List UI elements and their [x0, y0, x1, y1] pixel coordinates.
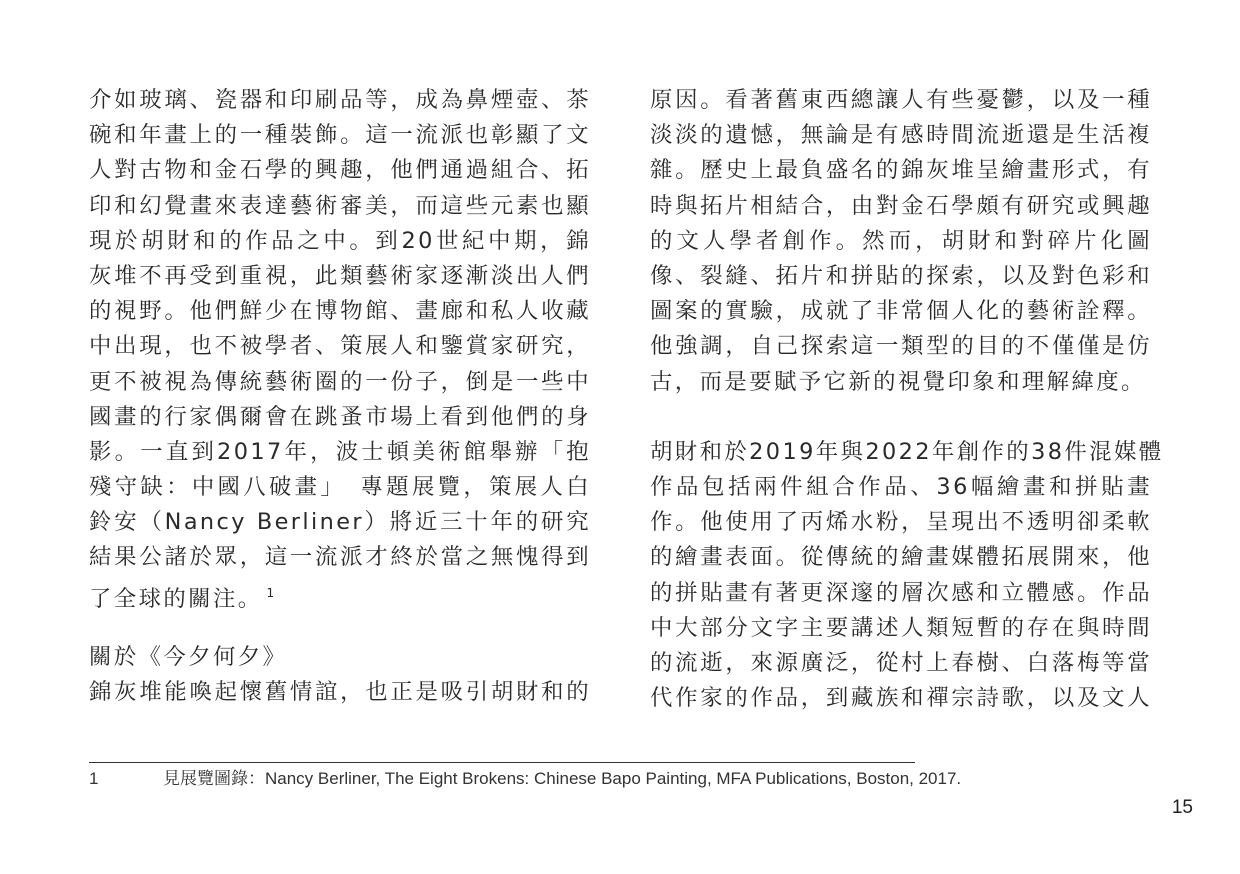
body-line: 像、裂縫、拓片和拼貼的探索，以及對色彩和: [650, 262, 1152, 289]
body-line: 作。他使用了丙烯水粉，呈現出不透明卻柔軟: [650, 509, 1152, 536]
body-line-last: 古，而是要賦予它新的視覺印象和理解緯度。: [650, 368, 1146, 395]
section-heading: 關於《今夕何夕》: [89, 643, 288, 670]
body-line: 的文人學者創作。然而，胡財和對碎片化圖: [650, 227, 1152, 254]
body-line: 碗和年畫上的一種裝飾。這一流派也彰顯了文: [89, 122, 591, 149]
body-line-text: 了全球的關注。: [89, 585, 263, 612]
body-line: 灰堆不再受到重視，此類藝術家逐漸淡出人們: [89, 262, 591, 289]
body-line: 他強調，自己探索這一類型的目的不僅僅是仿: [650, 333, 1152, 360]
body-line: 的流逝，來源廣泛，從村上春樹、白落梅等當: [650, 650, 1152, 676]
body-line: 淡淡的遺憾，無論是有感時間流逝還是生活複: [650, 122, 1152, 149]
body-line: 印和幻覺畫來表達藝術審美，而這些元素也顯: [89, 192, 591, 219]
body-line: 殘守缺：中國八破畫」 專題展覽，策展人白: [89, 474, 591, 501]
body-line: 原因。看著舊東西總讓人有些憂鬱，以及一種: [650, 87, 1152, 113]
body-line: 的繪畫表面。從傳統的繪畫媒體拓展開來，他: [650, 544, 1152, 571]
footnote-reference[interactable]: 1: [266, 585, 275, 600]
body-line: 影。一直到2017年，波士頓美術館舉辦「抱: [89, 438, 591, 465]
body-line-last: [89, 576, 591, 611]
body-line: 胡財和於2019年與2022年創作的38件混媒體: [650, 438, 1164, 465]
body-line: 中大部分文字主要講述人類短暫的存在與時間: [650, 614, 1152, 641]
left-column: [89, 83, 591, 710]
body-line: 雜。歷史上最負盛名的錦灰堆呈繪畫形式，有: [650, 157, 1152, 184]
body-line: 中出現，也不被學者、策展人和鑒賞家研究，: [89, 333, 591, 360]
body-line: 結果公諸於眾，這一流派才終於當之無愧得到: [89, 544, 591, 571]
body-line: 圖案的實驗，成就了非常個人化的藝術詮釋。: [650, 298, 1152, 325]
body-line: 國畫的行家偶爾會在跳蚤市場上看到他們的身: [89, 403, 591, 430]
footnote-number: 1: [89, 769, 99, 788]
page-number: 15: [1171, 797, 1193, 818]
body-line: 作品包括兩件組合作品、36幅繪畫和拼貼畫: [650, 474, 1152, 501]
body-line: 介如玻璃、瓷器和印刷品等，成為鼻煙壺、茶: [89, 87, 591, 113]
body-line: 時與拓片相結合，由對金石學頗有研究或興趣: [650, 192, 1152, 219]
paragraph-gap: [650, 400, 1152, 435]
footnote: [89, 768, 961, 790]
body-line: 錦灰堆能喚起懷舊情誼，也正是吸引胡財和的: [89, 679, 591, 705]
body-line: 的拼貼畫有著更深邃的層次感和立體感。作品: [650, 579, 1152, 606]
footnote-divider: [89, 762, 915, 763]
body-line: 現於胡財和的作品之中。到20世紀中期，錦: [89, 227, 591, 254]
body-line: 的視野。他們鮮少在博物館、畫廊和私人收藏: [89, 298, 591, 325]
body-line: 人對古物和金石學的興趣，他們通過組合、拓: [89, 157, 591, 184]
footnote-text: 見展覽圖錄：Nancy Berliner, The Eight Brokens: Chinese Bapo Painting, MFA Publications, Boston, 2017.: [163, 769, 962, 788]
body-line: 更不被視為傳統藝術圈的一份子，倒是一些中: [89, 368, 591, 395]
right-column: [650, 83, 1164, 716]
body-line: 鈴安（Nancy Berliner）將近三十年的研究: [89, 509, 591, 536]
body-line: 代作家的作品，到藏族和禪宗詩歌，以及文人: [650, 685, 1152, 712]
